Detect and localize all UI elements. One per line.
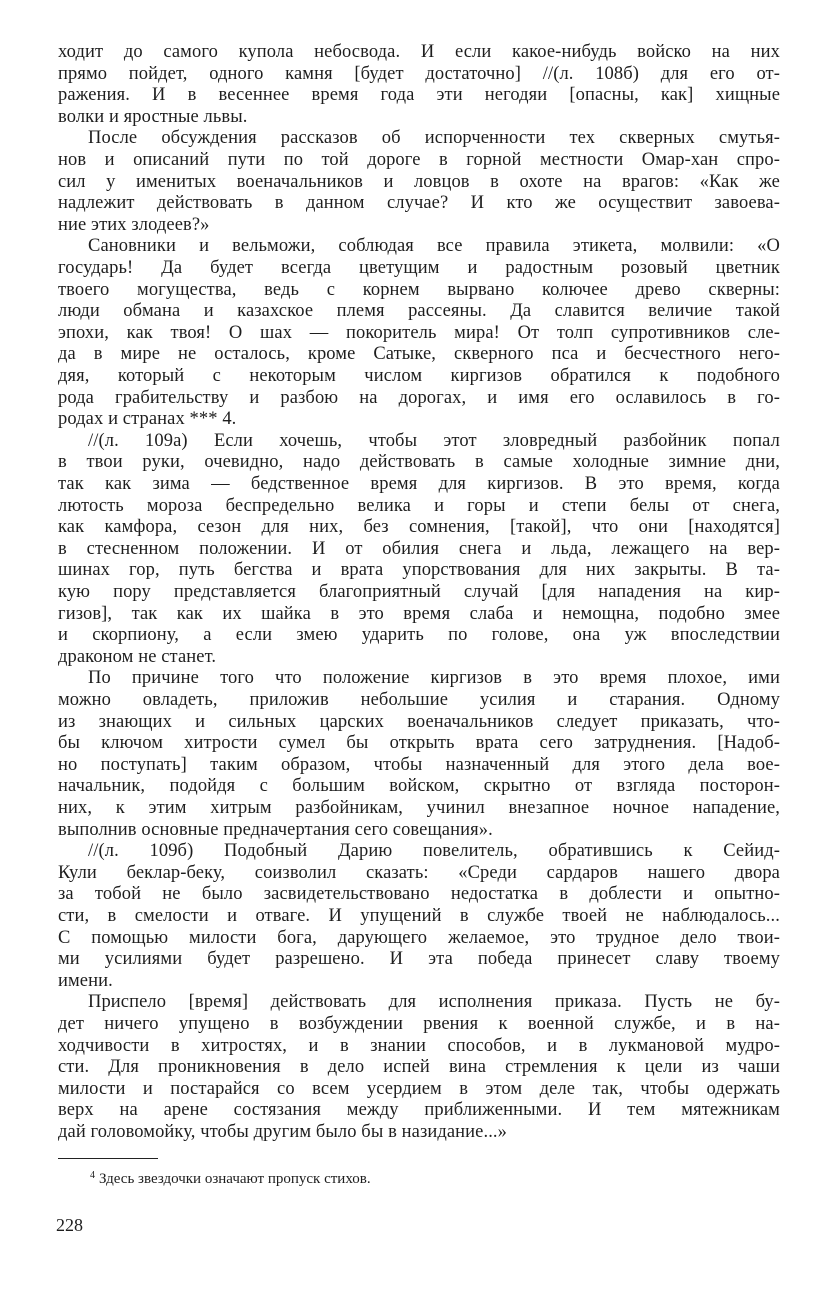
footnote-rule	[58, 1158, 158, 1159]
text-line: Сановники и вельможи, соблюдая все правила этикета, молвили: «О	[88, 236, 780, 257]
text-line: можно овладеть, приложив небольшие усилия и старания. Одному	[58, 690, 780, 710]
text-line: как камфора, сезон для них, без сомнения, [такой], что они [находятся]	[58, 517, 780, 538]
text-line: После обсуждения рассказов об испорченности тех скверных смутья-	[88, 128, 780, 149]
text-line: так как зима — бедственное время для киргизов. В это время, когда	[58, 474, 780, 494]
footnote-text: Здесь звездочки означают пропуск стихов.	[99, 1170, 371, 1187]
text-line: в твои руки, очевидно, надо действовать в самые холодные зимние дни,	[58, 452, 780, 473]
text-line: Кули беклар-беку, соизволил сказать: «Среди сардаров нашего двора	[58, 862, 780, 883]
page-number: 228	[56, 1214, 83, 1235]
text-line: но поступать] таким образом, чтобы назначенный для этого дела вое-	[58, 754, 780, 775]
footnote-marker: 4	[90, 1169, 95, 1181]
text-line: сил у именитых военачальников и ловцов в охоте на врагов: «Как же	[58, 171, 780, 192]
text-line: сти, в смелости и отваге. И упущений в службе твоей не наблюдалось...	[58, 906, 780, 926]
text-line: ходит до самого купола небосвода. И если какое-нибудь войско на них	[58, 42, 780, 62]
text-line: прямо пойдет, одного камня [будет достаточно] //(л. 108б) для его от-	[58, 63, 780, 84]
text-line: ние этих злодеев?»	[58, 214, 210, 235]
text-line: твоего могущества, ведь с корнем вырвано колючее древо скверны:	[58, 279, 780, 300]
text-line: да в мире не осталось, кроме Сатыке, скверного пса и бесчестного него-	[58, 344, 780, 365]
text-line: лютость мороза беспредельно велика и горы и степи белы от снега,	[58, 495, 780, 516]
text-line: ражения. И в весеннее время года эти негодяи [опасны, как] хищные	[58, 85, 780, 106]
text-line: из знающих и сильных царских военачальников следует приказать, что-	[58, 711, 780, 732]
text-line: в стесненном положении. И от обилия снега и льда, лежащего на вер-	[58, 538, 780, 559]
text-line: гизов], так как их шайка в это время слаба и немощна, подобно змее	[58, 603, 780, 624]
text-line: дет ничего упущено в возбуждении рвения к военной службе, и в на-	[58, 1014, 780, 1034]
text-line: дяя, который с некоторым числом киргизов обратился к подобного	[58, 366, 780, 386]
text-line: шинах гор, путь бегства и врата упорствования для них закрыты. В та-	[58, 560, 780, 581]
text-line: бы ключом хитрости сумел бы открыть врата сего затруднения. [Надоб-	[58, 733, 780, 754]
text-line: Приспело [время] действовать для исполнения приказа. Пусть не бу-	[88, 992, 780, 1013]
text-line: //(л. 109б) Подобный Дарию повелитель, обратившись к Сейид-	[88, 841, 780, 862]
text-line: начальник, подойдя с большим войском, скрытно от взгляда посторон-	[58, 776, 780, 797]
text-line: волки и яростные львы.	[58, 106, 248, 127]
text-line: драконом не станет.	[58, 646, 217, 667]
text-line: эпохи, как твоя! О шах — покоритель мира! От толп супротивников сле-	[58, 322, 780, 343]
text-line: //(л. 109а) Если хочешь, чтобы этот зловредный разбойник попал	[88, 430, 780, 451]
text-line: По причине того что положение киргизов в это время плохое, ими	[88, 668, 780, 689]
text-line: и скорпиону, а если змею ударить по голове, она уж впоследствии	[58, 625, 780, 646]
text-line: родах и странах *** 4.	[58, 409, 237, 430]
text-line: милости и постарайся со всем усердием в этом деле так, чтобы одержать	[58, 1078, 780, 1099]
text-line: за тобой не было засвидетельствовано недостатка в доблести и опытно-	[58, 884, 780, 905]
text-line: выполнив основные предначертания сего совещания».	[58, 819, 493, 840]
text-line: сти. Для проникновения в дело испей вина стремления к цели из чаши	[58, 1057, 780, 1078]
text-line: имени.	[58, 970, 113, 991]
text-line: ми усилиями будет разрешено. И эта победа принесет славу твоему	[58, 949, 780, 970]
text-line: рода грабительству и разбою на дорогах, и имя его ославилось в го-	[58, 387, 780, 408]
text-line: государь! Да будет всегда цветущим и радостным розовый цветник	[58, 258, 780, 278]
text-line: ходчивости в хитростях, и в знании способов, и в лукмановой мудро-	[58, 1035, 780, 1056]
text-line: С помощью милости бога, дарующего желаемое, это трудное дело твои-	[58, 927, 780, 948]
text-line: них, к этим хитрым разбойникам, учинил внезапное ночное нападение,	[58, 798, 780, 818]
footnote	[90, 1166, 371, 1189]
text-line: верх на арене состязания между приближенными. И тем мятежникам	[58, 1100, 780, 1121]
text-line: надлежит действовать в данном случае? И кто же осуществит завоева-	[58, 193, 780, 214]
text-line: люди обмана и казахское племя рассеяны. Да славится величие такой	[58, 301, 780, 322]
text-line: дай головомойку, чтобы другим было бы в назидание...»	[58, 1122, 508, 1142]
text-line: нов и описаний пути по той дороге в горной местности Омар-хан спро-	[58, 150, 780, 170]
text-line: кую пору представляется благоприятный случай [для нападения на кир-	[58, 582, 780, 602]
